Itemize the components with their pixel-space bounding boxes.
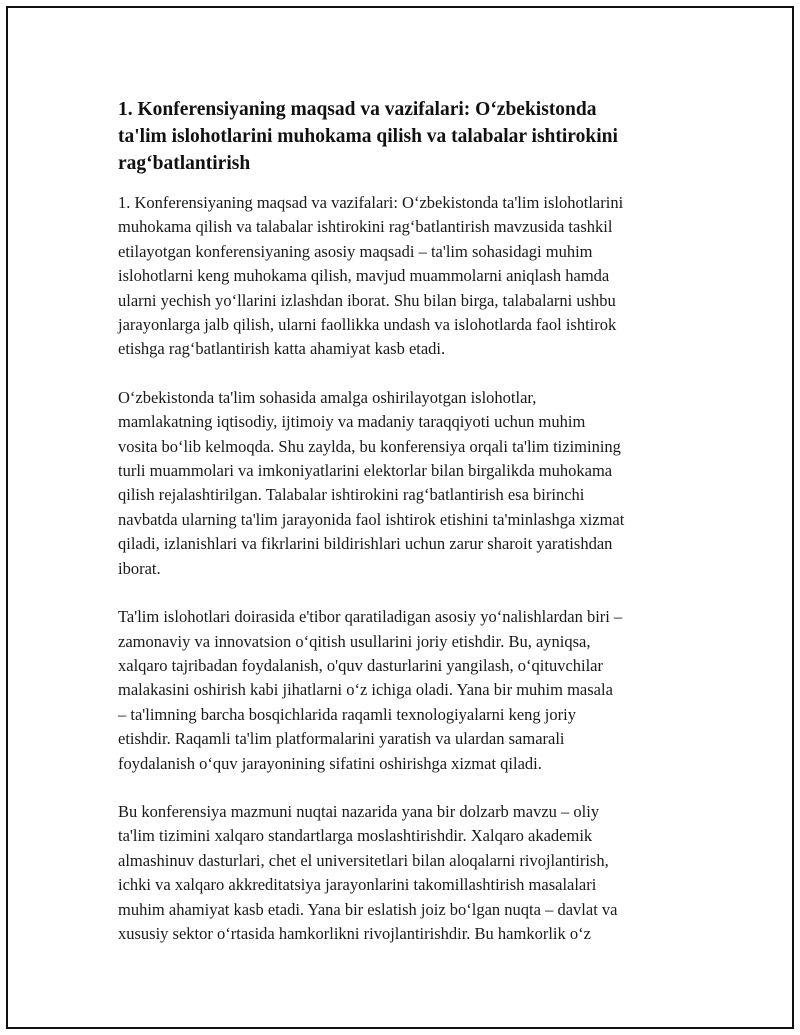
paragraph-line: etishga rag‘batlantirish katta ahamiyat kasb etadi. [118,339,446,359]
paragraph-line: iborat. [118,558,161,578]
body-paragraph [118,605,698,776]
paragraph-line: islohotlarni keng muhokama qilish, mavjud muammolarni aniqlash hamda [118,266,610,286]
paragraph-line: Ta'lim islohotlari doirasida e'tibor qaratiladigan asosiy yo‘nalishlardan biri – [118,607,623,627]
paragraph-line: navbatda ularning ta'lim jarayonida faol ishtirok etishini ta'minlashga xizmat [118,509,625,529]
heading-line: 1. Konferensiyaning maqsad va vazifalari: O‘zbekistonda [118,99,597,120]
paragraph-line: zamonaviy va innovatsion o‘qitish usullarini joriy etishdir. Bu, ayniqsa, [118,631,591,651]
paragraphs [118,191,698,946]
paragraph-line: almashinuv dasturlari, chet el universitetlari bilan aloqalarni rivojlantirish, [118,850,609,870]
paragraph-line: ichki va xalqaro akkreditatsiya jarayonlarini takomillashtirish masalalari [118,875,597,895]
paragraph-line: xalqaro tajribadan foydalanish, o'quv dasturlarini yangilash, o‘qituvchilar [118,655,604,675]
body-paragraph [118,800,698,946]
paragraph-line: 1. Konferensiyaning maqsad va vazifalari: O‘zbekistonda ta'lim islohotlarini [118,193,624,212]
paragraph-line: etilayotgan konferensiyaning asosiy maqsadi – ta'lim sohasidagi muhim [118,241,593,261]
section-heading [118,96,698,177]
paragraph-line: malakasini oshirish kabi jihatlarni o‘z ichiga oladi. Yana bir muhim masala [118,680,613,700]
body-paragraph [118,191,698,362]
paragraph-line: mamlakatning iqtisodiy, ijtimoiy va madaniy taraqqiyoti uchun muhim [118,412,586,432]
document-body [118,96,698,970]
paragraph-line: O‘zbekistonda ta'lim sohasida amalga oshirilayotgan islohotlar, [118,387,537,407]
paragraph-line: qiladi, izlanishlari va fikrlarini bildirishlari uchun zarur sharoit yaratishdan [118,534,613,554]
page-frame [6,6,794,1029]
heading-line: ta'lim islohotlarini muhokama qilish va talabalar ishtirokini [118,126,618,147]
paragraph-line: – ta'limning barcha bosqichlarida raqamli texnologiyalarni keng joriy [118,704,576,724]
paragraph-line: muhokama qilish va talabalar ishtirokini rag‘batlantirish mavzusida tashkil [118,217,613,237]
body-paragraph [118,386,698,581]
paragraph-line: xususiy sektor o‘rtasida hamkorlikni rivojlantirishdir. Bu hamkorlik o‘z [118,923,591,943]
paragraph-line: foydalanish o‘quv jarayonining sifatini oshirishga xizmat qiladi. [118,753,542,773]
paragraph-line: ta'lim tizimini xalqaro standartlarga moslashtirishdir. Xalqaro akademik [118,826,593,846]
paragraph-line: qilish rejalashtirilgan. Talabalar ishtirokini rag‘batlantirish esa birinchi [118,485,585,505]
paragraph-line: etishdir. Raqamli ta'lim platformalarini yaratish va ulardan samarali [118,729,565,749]
heading-line: rag‘batlantirish [118,153,251,174]
paragraph-line: muhim ahamiyat kasb etadi. Yana bir eslatish joiz bo‘lgan nuqta – davlat va [118,899,618,919]
paragraph-line: vosita bo‘lib kelmoqda. Shu zaylda, bu konferensiya orqali ta'lim tizimining [118,436,621,456]
paragraph-line: jarayonlarga jalb qilish, ularni faollikka undash va islohotlarda faol ishtirok [118,315,617,335]
paragraph-line: ularni yechish yo‘llarini izlashdan iborat. Shu bilan birga, talabalarni ushbu [118,290,616,310]
paragraph-line: turli muammolari va imkoniyatlarini elektorlar bilan birgalikda muhokama [118,461,613,481]
paragraph-line: Bu konferensiya mazmuni nuqtai nazarida yana bir dolzarb mavzu – oliy [118,801,600,821]
